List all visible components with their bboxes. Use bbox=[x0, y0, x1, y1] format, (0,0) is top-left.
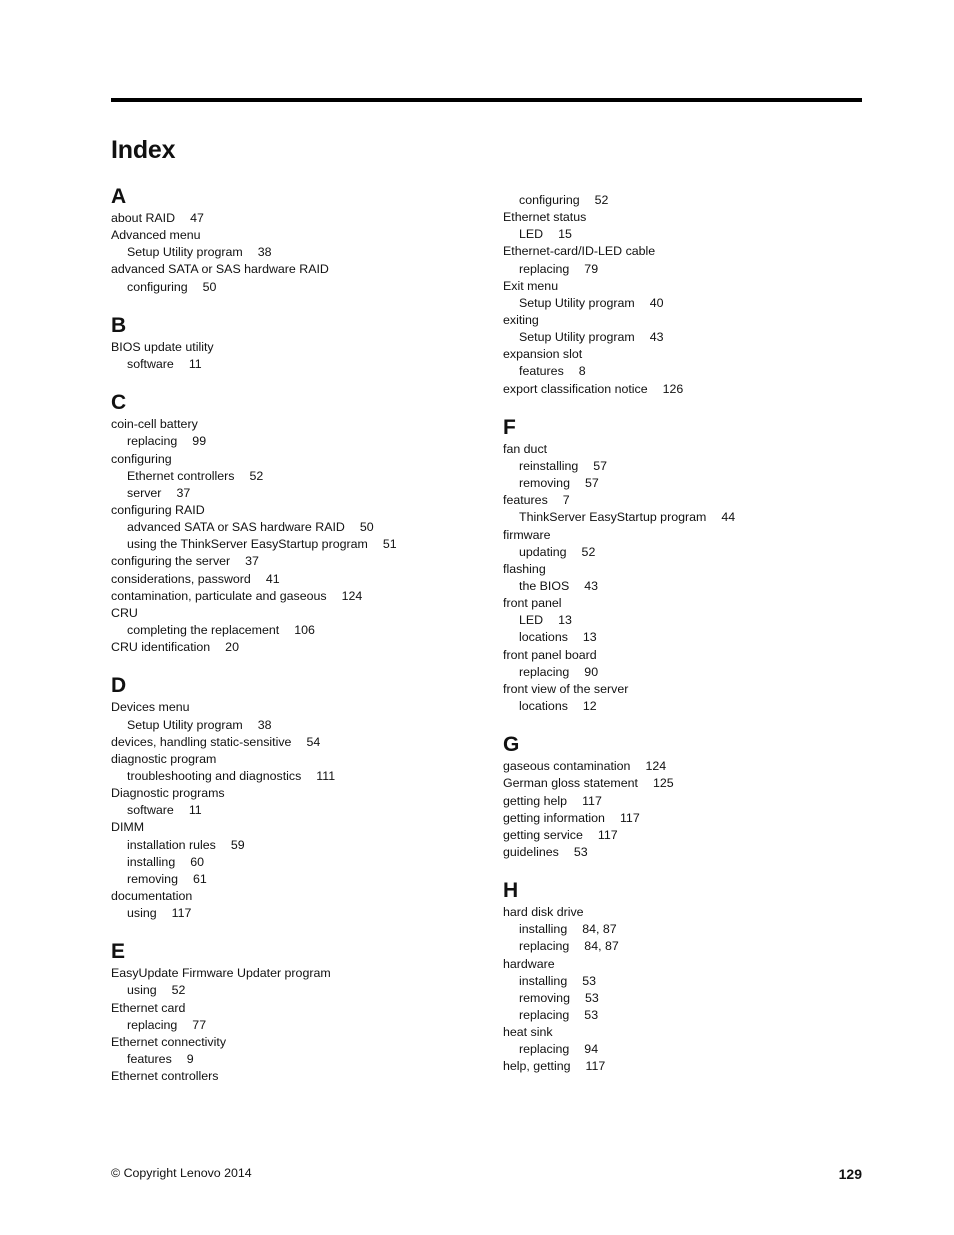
index-subentry bbox=[503, 509, 873, 526]
index-term: getting service bbox=[503, 827, 583, 842]
section-spacer bbox=[111, 296, 481, 313]
index-term: firmware bbox=[503, 527, 551, 542]
index-subentry bbox=[503, 698, 873, 715]
index-page-ref: 117 bbox=[171, 906, 192, 921]
index-section-letter: E bbox=[111, 940, 126, 964]
index-term: configuring bbox=[519, 193, 580, 207]
index-entry bbox=[503, 441, 873, 458]
index-subentry bbox=[503, 295, 873, 312]
index-entry bbox=[111, 227, 481, 244]
index-term: replacing bbox=[519, 261, 570, 276]
index-entry bbox=[503, 758, 873, 775]
page-title: Index bbox=[111, 136, 176, 164]
index-page-ref: 52 bbox=[594, 193, 609, 207]
page-number: 129 bbox=[838, 1166, 862, 1182]
index-term: front view of the server bbox=[503, 681, 629, 696]
index-page-ref: 40 bbox=[649, 295, 664, 310]
index-subentry bbox=[111, 1017, 481, 1034]
index-subentry bbox=[111, 536, 481, 553]
index-entry bbox=[503, 904, 873, 921]
index-term: reinstalling bbox=[519, 458, 579, 473]
index-subentry bbox=[503, 226, 873, 243]
index-subentry bbox=[503, 1007, 873, 1024]
index-term: documentation bbox=[111, 888, 193, 903]
index-subentry bbox=[111, 837, 481, 854]
index-term: using the ThinkServer EasyStartup program bbox=[127, 537, 368, 552]
index-section-letter: C bbox=[111, 391, 127, 415]
section-spacer bbox=[503, 715, 873, 732]
index-section-letter: G bbox=[503, 733, 520, 757]
index-term: flashing bbox=[503, 561, 546, 576]
index-term: locations bbox=[519, 630, 568, 645]
index-section-letter: D bbox=[111, 674, 127, 698]
index-term: CRU identification bbox=[111, 640, 211, 655]
index-term: configuring bbox=[111, 451, 172, 466]
index-term: replacing bbox=[519, 664, 570, 679]
index-section-letter: A bbox=[111, 185, 127, 208]
index-page-ref: 7 bbox=[562, 493, 570, 508]
index-term: configuring the server bbox=[111, 554, 231, 569]
index-page-ref: 99 bbox=[192, 434, 207, 449]
index-page-ref: 125 bbox=[652, 776, 674, 791]
index-term: using bbox=[127, 983, 157, 998]
index-page-ref: 52 bbox=[249, 468, 264, 483]
index-page-ref: 51 bbox=[382, 537, 397, 552]
index-subentry bbox=[503, 1041, 873, 1058]
index-entry bbox=[503, 527, 873, 544]
index-term: getting information bbox=[503, 810, 605, 825]
index-entry bbox=[503, 827, 873, 844]
index-subentry bbox=[111, 871, 481, 888]
index-term: EasyUpdate Firmware Updater program bbox=[111, 966, 331, 981]
index-entry bbox=[111, 210, 481, 227]
index-term: heat sink bbox=[503, 1025, 553, 1040]
index-subentry bbox=[503, 544, 873, 561]
index-term: using bbox=[127, 906, 157, 921]
index-page-ref: 57 bbox=[593, 458, 608, 473]
index-term: Setup Utility program bbox=[519, 330, 635, 345]
index-term: installing bbox=[127, 854, 176, 869]
index-entry bbox=[111, 699, 481, 716]
index-entry bbox=[503, 844, 873, 861]
index-subentry bbox=[503, 458, 873, 475]
index-page-ref: 126 bbox=[662, 381, 684, 396]
index-entry bbox=[111, 639, 481, 656]
copyright-notice: © Copyright Lenovo 2014 bbox=[111, 1166, 252, 1180]
index-subentry bbox=[503, 612, 873, 629]
index-page-ref: 43 bbox=[649, 330, 664, 345]
index-section-letter: H bbox=[503, 879, 519, 903]
index-entry bbox=[111, 1068, 481, 1085]
index-term: installing bbox=[519, 922, 568, 937]
index-term: ThinkServer EasyStartup program bbox=[519, 510, 707, 525]
index-term: considerations, password bbox=[111, 571, 251, 586]
index-subentry bbox=[503, 363, 873, 380]
index-term: troubleshooting and diagnostics bbox=[127, 768, 302, 783]
index-entry bbox=[503, 647, 873, 664]
index-term: replacing bbox=[519, 939, 570, 954]
index-page-ref: 52 bbox=[581, 544, 596, 559]
index-term: diagnostic program bbox=[111, 751, 217, 766]
index-entry bbox=[503, 312, 873, 329]
index-page-ref: 13 bbox=[582, 630, 597, 645]
index-term: features bbox=[127, 1052, 172, 1067]
index-column-left bbox=[111, 184, 481, 1085]
index-subentry bbox=[503, 261, 873, 278]
index-term: software bbox=[127, 803, 174, 818]
index-term: Setup Utility program bbox=[127, 245, 243, 260]
index-term: software bbox=[127, 356, 174, 371]
index-term: updating bbox=[519, 544, 567, 559]
index-term: locations bbox=[519, 698, 568, 713]
index-entry bbox=[503, 793, 873, 810]
index-term: German gloss statement bbox=[503, 776, 638, 791]
index-page-ref: 38 bbox=[257, 717, 272, 732]
index-term: hardware bbox=[503, 956, 555, 971]
index-page-ref: 44 bbox=[721, 510, 736, 525]
index-subentry bbox=[111, 768, 481, 785]
index-entry bbox=[503, 681, 873, 698]
index-page-ref: 38 bbox=[257, 245, 272, 260]
index-page-ref: 84, 87 bbox=[582, 922, 617, 937]
index-term: hard disk drive bbox=[503, 905, 584, 920]
index-page-ref: 13 bbox=[558, 613, 572, 628]
index-entry bbox=[111, 1000, 481, 1017]
index-entry bbox=[503, 1024, 873, 1041]
index-term: removing bbox=[127, 871, 178, 886]
index-term: replacing bbox=[127, 1017, 178, 1032]
index-page-ref: 41 bbox=[265, 571, 280, 586]
index-term: fan duct bbox=[503, 441, 548, 456]
index-term: about RAID bbox=[111, 211, 176, 225]
index-term: removing bbox=[519, 476, 570, 491]
index-term: features bbox=[503, 493, 548, 508]
index-subentry bbox=[111, 279, 481, 296]
index-entry bbox=[503, 1058, 873, 1075]
index-term: Ethernet card bbox=[111, 1000, 186, 1015]
index-term: server bbox=[127, 485, 162, 500]
index-term: Ethernet connectivity bbox=[111, 1034, 227, 1049]
index-entry bbox=[503, 381, 873, 398]
index-term: export classification notice bbox=[503, 381, 648, 396]
index-term: installation rules bbox=[127, 837, 216, 852]
index-section-letter: B bbox=[111, 313, 127, 337]
index-page-ref: 9 bbox=[186, 1052, 194, 1067]
index-term: replacing bbox=[519, 1008, 570, 1023]
index-page-ref: 117 bbox=[582, 793, 602, 808]
section-spacer bbox=[111, 373, 481, 390]
index-page-ref: 53 bbox=[573, 844, 588, 859]
index-term: Diagnostic programs bbox=[111, 786, 225, 801]
index-subentry bbox=[111, 433, 481, 450]
index-page-ref: 53 bbox=[584, 1008, 599, 1023]
index-subentry bbox=[503, 973, 873, 990]
index-entry bbox=[111, 734, 481, 751]
index-term: configuring RAID bbox=[111, 502, 205, 517]
index-page-ref: 47 bbox=[190, 211, 204, 225]
section-spacer bbox=[111, 922, 481, 939]
index-subentry bbox=[503, 990, 873, 1007]
index-page-ref: 43 bbox=[584, 578, 599, 593]
index-page-ref: 59 bbox=[230, 837, 245, 852]
index-page-ref: 94 bbox=[584, 1042, 599, 1057]
index-subentry bbox=[111, 1051, 481, 1068]
index-page-ref: 124 bbox=[645, 759, 667, 774]
index-entry bbox=[503, 810, 873, 827]
index-subentry bbox=[503, 664, 873, 681]
index-page-ref: 61 bbox=[192, 871, 207, 886]
index-page-ref: 60 bbox=[190, 854, 205, 869]
index-subentry bbox=[111, 519, 481, 536]
index-term: front panel bbox=[503, 596, 562, 611]
index-subentry bbox=[503, 329, 873, 346]
index-term: Ethernet status bbox=[503, 210, 587, 225]
index-page-ref: 53 bbox=[584, 990, 599, 1005]
index-term: LED bbox=[519, 227, 544, 242]
index-term: Advanced menu bbox=[111, 228, 201, 243]
index-page-ref: 117 bbox=[619, 810, 640, 825]
index-entry bbox=[111, 751, 481, 768]
index-term: the BIOS bbox=[519, 578, 570, 593]
index-page-ref: 8 bbox=[578, 364, 586, 379]
index-page-ref: 79 bbox=[584, 261, 599, 276]
index-entry bbox=[111, 785, 481, 802]
section-spacer bbox=[503, 398, 873, 415]
index-term: guidelines bbox=[503, 844, 559, 859]
index-column-right bbox=[503, 192, 873, 1076]
index-section-letter: F bbox=[503, 415, 516, 439]
index-term: Exit menu bbox=[503, 278, 559, 293]
index-subentry bbox=[111, 854, 481, 871]
index-entry bbox=[503, 346, 873, 363]
index-page-ref: 117 bbox=[597, 827, 618, 842]
index-term: removing bbox=[519, 990, 570, 1005]
index-subentry bbox=[111, 485, 481, 502]
index-entry bbox=[503, 278, 873, 295]
section-spacer bbox=[111, 656, 481, 673]
index-term: getting help bbox=[503, 793, 568, 808]
index-entry bbox=[503, 775, 873, 792]
index-page-ref: 53 bbox=[582, 973, 597, 988]
index-term: devices, handling static-sensitive bbox=[111, 734, 292, 749]
index-entry bbox=[111, 588, 481, 605]
index-page-ref: 37 bbox=[245, 554, 259, 569]
index-term: Setup Utility program bbox=[519, 295, 635, 310]
index-entry bbox=[111, 888, 481, 905]
index-subentry bbox=[503, 629, 873, 646]
index-page-ref: 106 bbox=[294, 622, 315, 637]
index-term: front panel board bbox=[503, 647, 597, 662]
index-page-ref: 52 bbox=[171, 983, 186, 998]
index-term: replacing bbox=[519, 1042, 570, 1057]
index-term: LED bbox=[519, 613, 544, 628]
index-entry bbox=[503, 209, 873, 226]
index-page-ref: 20 bbox=[225, 640, 239, 655]
index-page-ref: 57 bbox=[584, 476, 599, 491]
top-rule bbox=[111, 98, 862, 102]
index-entry bbox=[111, 965, 481, 982]
index-page-ref: 11 bbox=[188, 803, 202, 818]
index-entry bbox=[503, 243, 873, 260]
index-page-ref: 90 bbox=[584, 664, 599, 679]
index-subentry bbox=[111, 468, 481, 485]
index-subentry bbox=[503, 475, 873, 492]
index-page-ref: 84, 87 bbox=[584, 939, 619, 954]
index-term: features bbox=[519, 364, 564, 379]
index-entry bbox=[111, 416, 481, 433]
index-entry bbox=[503, 492, 873, 509]
index-term: Ethernet controllers bbox=[111, 1069, 219, 1084]
index-subentry bbox=[111, 244, 481, 261]
index-term: Devices menu bbox=[111, 700, 190, 715]
section-spacer bbox=[503, 861, 873, 878]
index-subentry bbox=[503, 921, 873, 938]
index-page-ref: 54 bbox=[306, 734, 321, 749]
index-entry bbox=[111, 451, 481, 468]
index-entry bbox=[111, 261, 481, 278]
index-subentry bbox=[503, 578, 873, 595]
index-subentry bbox=[111, 356, 481, 373]
index-term: DIMM bbox=[111, 820, 145, 835]
index-term: Setup Utility program bbox=[127, 717, 243, 732]
index-term: completing the replacement bbox=[127, 622, 280, 637]
index-entry bbox=[111, 571, 481, 588]
index-subentry bbox=[111, 622, 481, 639]
index-term: help, getting bbox=[503, 1059, 571, 1074]
index-page-ref: 11 bbox=[188, 356, 202, 371]
index-term: exiting bbox=[503, 312, 539, 327]
index-entry bbox=[111, 339, 481, 356]
index-term: coin-cell battery bbox=[111, 417, 198, 432]
index-term: advanced SATA or SAS hardware RAID bbox=[127, 520, 345, 535]
index-subentry bbox=[503, 938, 873, 955]
index-term: BIOS update utility bbox=[111, 339, 214, 354]
index-subentry bbox=[111, 717, 481, 734]
index-subentry bbox=[111, 982, 481, 999]
index-page-ref: 124 bbox=[341, 588, 363, 603]
index-entry bbox=[503, 956, 873, 973]
index-term: Ethernet-card/ID-LED cable bbox=[503, 244, 656, 259]
index-subentry bbox=[111, 905, 481, 922]
index-entry bbox=[503, 595, 873, 612]
index-subentry bbox=[111, 802, 481, 819]
index-entry bbox=[111, 1034, 481, 1051]
index-entry bbox=[111, 502, 481, 519]
index-term: gaseous contamination bbox=[503, 759, 631, 774]
index-page-ref: 111 bbox=[316, 768, 336, 783]
index-page-ref: 12 bbox=[582, 698, 597, 713]
index-entry bbox=[111, 605, 481, 622]
index-page-ref: 117 bbox=[585, 1059, 606, 1074]
index-subentry bbox=[503, 192, 873, 209]
index-page-ref: 50 bbox=[359, 520, 374, 535]
index-term: installing bbox=[519, 973, 568, 988]
index-term: contamination, particulate and gaseous bbox=[111, 588, 327, 603]
index-term: replacing bbox=[127, 434, 178, 449]
index-term: configuring bbox=[127, 279, 188, 294]
index-term: advanced SATA or SAS hardware RAID bbox=[111, 262, 329, 277]
index-term: Ethernet controllers bbox=[127, 468, 235, 483]
index-page-ref: 37 bbox=[176, 485, 191, 500]
index-page-ref: 50 bbox=[202, 279, 217, 294]
index-page-ref: 15 bbox=[558, 227, 572, 242]
index-entry bbox=[503, 561, 873, 578]
index-entry bbox=[111, 819, 481, 836]
index-term: CRU bbox=[111, 605, 138, 620]
index-term: expansion slot bbox=[503, 347, 583, 362]
index-page-ref: 77 bbox=[192, 1017, 207, 1032]
index-entry bbox=[111, 553, 481, 570]
